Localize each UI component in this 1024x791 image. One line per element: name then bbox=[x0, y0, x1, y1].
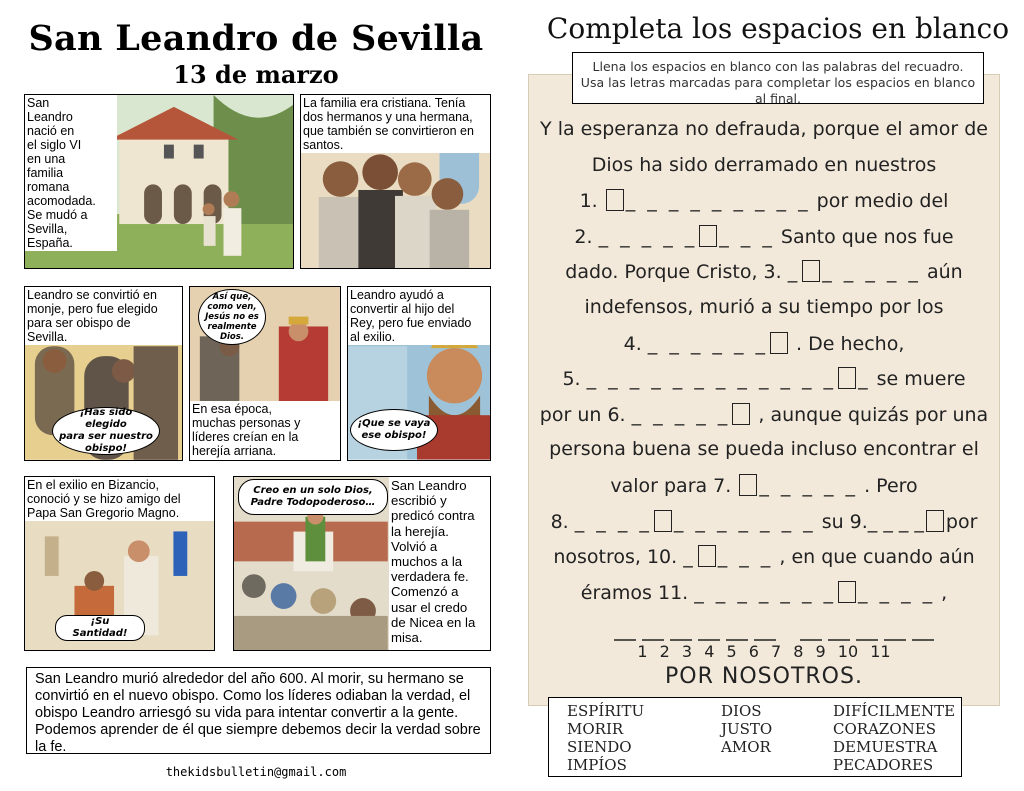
speech-bubble-creed: Creo en un solo Dios, Padre Todopoderoso… bbox=[238, 479, 388, 515]
comic-panel-5 bbox=[347, 286, 491, 461]
passage-line bbox=[528, 332, 1000, 355]
marked-letter-box[interactable] bbox=[838, 581, 856, 603]
marked-letter-box[interactable] bbox=[739, 474, 757, 496]
passage-line bbox=[528, 581, 1000, 604]
marked-letter-box[interactable] bbox=[838, 367, 856, 389]
comic-panel-4 bbox=[189, 286, 341, 461]
blank-letters: _ _ _ _ _ bbox=[631, 404, 731, 426]
blank-letters: _ _ _ _ _ _ bbox=[647, 333, 768, 355]
word-bank-item: PECADORES bbox=[833, 756, 934, 774]
blank-letters: _ bbox=[787, 261, 801, 283]
blank-letters: _ _ _ _ _ _ _ bbox=[694, 582, 836, 604]
word-bank-item: DIOS bbox=[721, 702, 762, 720]
speech-bubble-arian: Así que, como ven, Jesús no es realmente Dios. bbox=[198, 289, 266, 345]
blank-letters: _ bbox=[683, 546, 696, 568]
passage-line bbox=[528, 260, 1000, 283]
passage-text: . De hecho, bbox=[796, 333, 905, 355]
word-bank-item: SIENDO bbox=[567, 738, 632, 756]
passage-text: valor para 7. bbox=[610, 475, 732, 497]
speech-bubble-elected: ¡Has sido elegido para ser nuestro obispo! bbox=[52, 407, 160, 455]
passage-text: éramos 11. bbox=[580, 582, 689, 604]
blank-letters: _ _ _ _ _ bbox=[822, 261, 921, 283]
word-bank bbox=[548, 697, 962, 777]
passage-text: se muere bbox=[876, 368, 966, 390]
comic-panel-1 bbox=[24, 94, 294, 269]
panel-6-caption: En el exilio en Bizancio, conoció y se hizo amigo del Papa San Gregorio Magno. bbox=[25, 477, 215, 521]
passage-text: 8. bbox=[550, 511, 569, 533]
marked-letter-box[interactable] bbox=[606, 189, 624, 211]
blank-letters: _ _ _ _ _ _ _ bbox=[673, 511, 816, 533]
comic-panel-7 bbox=[233, 476, 491, 651]
marked-letter-box[interactable] bbox=[698, 545, 716, 567]
word-bank-item: DIFÍCILMENTE bbox=[833, 702, 956, 720]
passage-line bbox=[528, 225, 1000, 248]
word-bank-item: JUSTO bbox=[721, 720, 773, 738]
activity-title: Completa los espacios en blanco bbox=[546, 12, 1010, 45]
contact-email: thekidsbulletin@gmail.com bbox=[165, 765, 347, 779]
feast-date: 13 de marzo bbox=[173, 60, 339, 89]
word-bank-col-3 bbox=[833, 702, 955, 774]
passage-text: Santo que nos fue bbox=[780, 226, 954, 248]
passage-text: por un 6. bbox=[539, 404, 626, 426]
marked-letter-box[interactable] bbox=[802, 260, 820, 282]
passage-line bbox=[528, 296, 1000, 318]
passage-text: 4. bbox=[623, 333, 642, 355]
blank-letters: _ _ _ _ _ _ _ _ _ _ _ _ bbox=[586, 368, 837, 390]
passage-text: , bbox=[941, 582, 948, 604]
marked-letter-box[interactable] bbox=[732, 403, 750, 425]
blank-letters: _ _ _ bbox=[717, 546, 774, 568]
passage-text: Y la esperanza no defrauda, porque el amor de bbox=[540, 118, 988, 140]
speech-bubble-exile: ¡Que se vaya ese obispo! bbox=[350, 409, 438, 451]
passage-line bbox=[528, 438, 1000, 460]
word-bank-item: DEMUESTRA bbox=[833, 738, 938, 756]
passage-text: indefensos, murió a su tiempo por los bbox=[584, 296, 944, 318]
passage-line bbox=[528, 189, 1000, 212]
passage-text: 2. bbox=[574, 226, 593, 248]
passage-text: 5. bbox=[562, 368, 581, 390]
panel-3-caption: Leandro se convirtió en monje, pero fue elegido para ser obispo de Sevilla. bbox=[25, 287, 183, 345]
summary-box: San Leandro murió alrededor del año 600. Al morir, su hermano se convirtió en el nuevo obispo. Como los líderes odiaban la verdad, el obispo Leandro arriesgó su vida para intentar convertir a la gente. Podemos aprender de él que siempre debemos decir la verdad sobre la fe. bbox=[26, 667, 491, 754]
answer-numbers: 1 2 3 4 5 6 7 8 9 10 11 bbox=[637, 642, 891, 661]
blank-letters: _ _ _ _ bbox=[574, 511, 652, 533]
passage-text: . Pero bbox=[864, 475, 918, 497]
passage-text: dado. Porque Cristo, 3. bbox=[565, 261, 782, 283]
comic-panel-3 bbox=[24, 286, 183, 461]
passage-line bbox=[528, 474, 1000, 497]
page-title: San Leandro de Sevilla bbox=[28, 18, 484, 59]
passage-text: por bbox=[945, 511, 978, 533]
blank-letters: _ _ _ _ _ _ _ _ _ bbox=[625, 190, 811, 212]
passage-text: , en que cuando aún bbox=[779, 546, 975, 568]
marked-letter-box[interactable] bbox=[770, 332, 788, 354]
passage-text: persona buena se pueda incluso encontrar el bbox=[549, 438, 979, 460]
panel-2-caption: La familia era cristiana. Tenía dos hermanos y una hermana, que también se convirtieron en santos. bbox=[301, 95, 491, 153]
passage-line bbox=[528, 403, 1000, 426]
final-phrase: POR NOSOTROS. bbox=[665, 664, 863, 689]
word-bank-item: CORAZONES bbox=[833, 720, 936, 738]
panel-5-caption: Leandro ayudó a convertir al hijo del Rey, pero fue enviado al exilio. bbox=[348, 287, 491, 345]
comic-panel-2 bbox=[300, 94, 491, 269]
passage-line bbox=[528, 118, 1000, 140]
word-bank-item: ESPÍRITU bbox=[567, 702, 645, 720]
passage-text: por medio del bbox=[816, 190, 949, 212]
passage-text: Dios ha sido derramado en nuestros bbox=[591, 154, 937, 176]
passage-line bbox=[528, 367, 1000, 390]
blank-letters: _ _ _ bbox=[719, 226, 775, 248]
passage-text: , aunque quizás por una bbox=[758, 404, 989, 426]
word-bank-item: MORIR bbox=[567, 720, 624, 738]
blank-letters: _ bbox=[858, 368, 871, 390]
marked-letter-box[interactable] bbox=[699, 225, 717, 247]
marked-letter-box[interactable] bbox=[926, 510, 944, 532]
passage-text: su 9._ _ _ _ bbox=[821, 511, 924, 533]
passage-line bbox=[528, 510, 1000, 533]
blank-letters: _ _ _ _ _ bbox=[598, 226, 698, 248]
blank-letters: _ _ _ _ bbox=[858, 582, 936, 604]
passage-line bbox=[528, 545, 1000, 568]
word-bank-item: AMOR bbox=[721, 738, 771, 756]
panel-4-caption: En esa época, muchas personas y líderes creían en la herejía arriana. bbox=[190, 401, 341, 461]
passage-text: nosotros, 10. bbox=[553, 546, 678, 568]
passage-text: aún bbox=[926, 261, 963, 283]
blank-letters: _ _ _ _ _ bbox=[759, 475, 859, 497]
word-bank-col-2 bbox=[721, 702, 772, 756]
speech-bubble-holiness: ¡Su Santidad! bbox=[55, 615, 145, 641]
panel-7-caption: San Leandro escribió y predicó contra la herejía. Volvió a muchos a la verdadera fe. Comenzó a usar el credo de Nicea en la misa. bbox=[389, 477, 491, 650]
word-bank-col-1 bbox=[567, 702, 644, 774]
passage-text: 1. bbox=[579, 190, 598, 212]
instructions-box: Llena los espacios en blanco con las palabras del recuadro. Usa las letras marcadas para completar los espacios en blanco al final. bbox=[572, 52, 984, 104]
panel-1-caption: San Leandro nació en el siglo VI en una familia romana acomodada. Se mudó a Sevilla, España. bbox=[25, 95, 117, 251]
word-bank-item: IMPÍOS bbox=[567, 756, 627, 774]
comic-panel-6 bbox=[24, 476, 215, 651]
marked-letter-box[interactable] bbox=[654, 510, 672, 532]
passage-line bbox=[528, 154, 1000, 176]
